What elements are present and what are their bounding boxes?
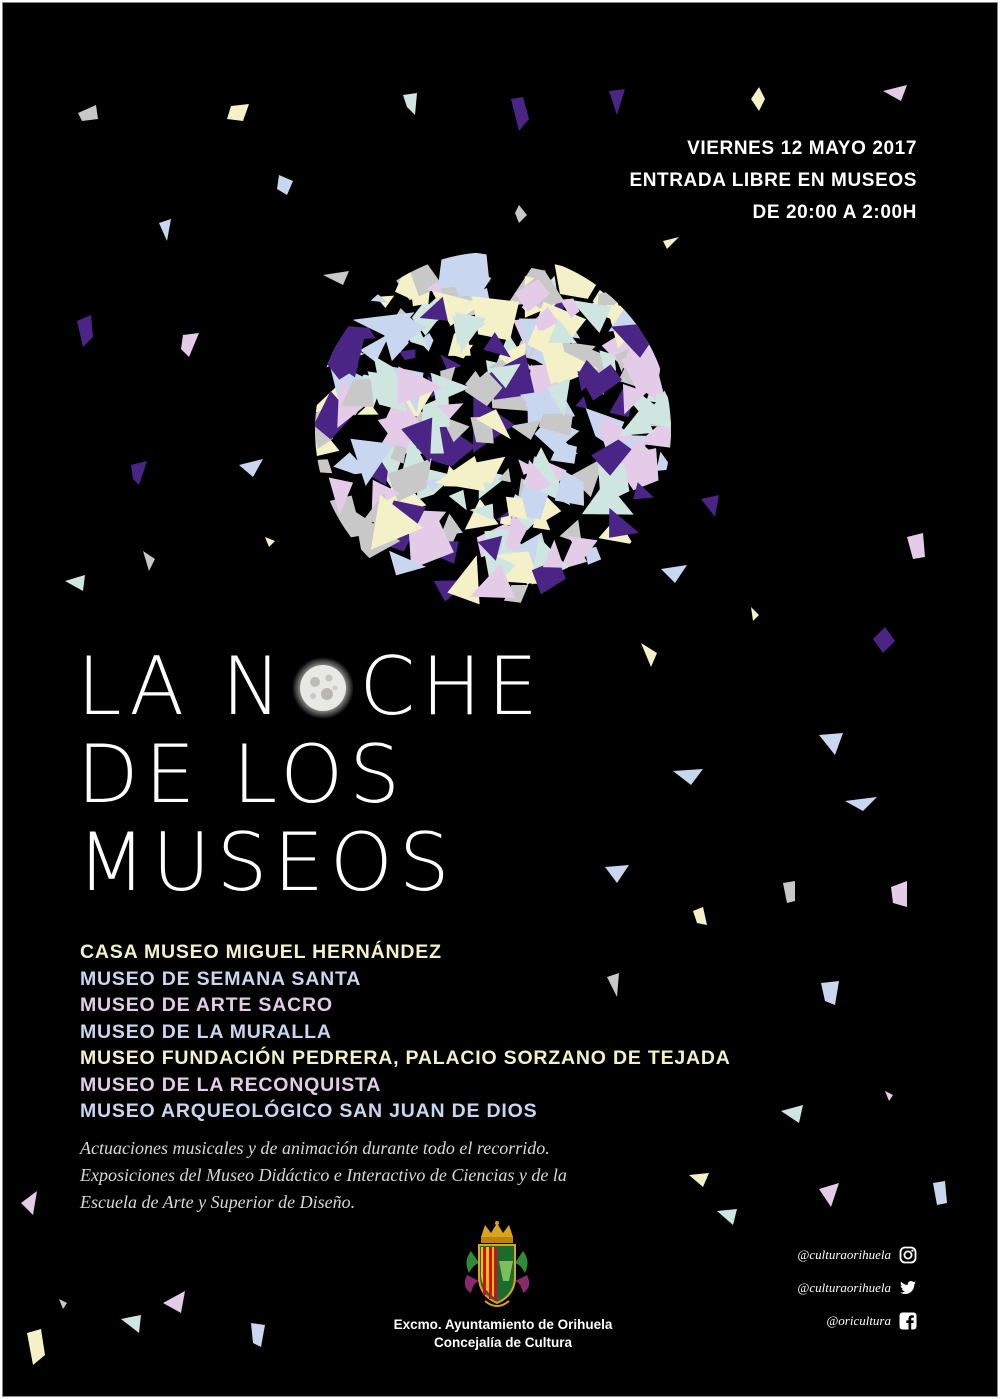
- social-twitter[interactable]: [797, 1278, 917, 1298]
- confetti-piece: [717, 1209, 737, 1225]
- event-date: VIERNES 12 MAYO 2017: [687, 138, 917, 159]
- confetti-piece: [821, 981, 839, 1005]
- moon-shard: [576, 396, 588, 408]
- confetti-piece: [819, 1183, 839, 1207]
- moon-shard: [449, 490, 467, 511]
- organizer: [333, 1316, 673, 1352]
- description-line: Escuela de Arte y Superior de Diseño.: [80, 1192, 356, 1212]
- confetti-piece: [883, 85, 907, 101]
- confetti-piece: [609, 89, 625, 115]
- confetti-piece: [21, 1191, 37, 1215]
- social-facebook[interactable]: [797, 1311, 917, 1331]
- organizer-department: Concejalía de Cultura: [433, 1335, 573, 1350]
- social-links: [797, 1245, 917, 1344]
- coat-of-arms-logo: [459, 1221, 535, 1313]
- confetti-piece: [605, 865, 629, 883]
- confetti-piece: [59, 1299, 67, 1309]
- confetti-piece: [77, 315, 93, 347]
- confetti-piece: [121, 1315, 141, 1333]
- event-info: [629, 133, 917, 229]
- confetti-piece: [751, 87, 765, 111]
- title-line-1: [77, 640, 544, 733]
- confetti-piece: [251, 1323, 265, 1347]
- moon-shard: [656, 452, 673, 472]
- confetti-piece: [265, 537, 275, 547]
- moon-shard: [510, 420, 541, 440]
- confetti-piece: [781, 1105, 803, 1123]
- confetti-piece: [181, 333, 199, 357]
- event-admission: ENTRADA LIBRE EN MUSEOS: [629, 170, 917, 191]
- confetti-piece: [65, 575, 85, 591]
- confetti-piece: [277, 175, 293, 195]
- moon-shard: [399, 349, 415, 360]
- event-hours: DE 20:00 A 2:00H: [752, 202, 917, 223]
- twitter-icon: [899, 1279, 917, 1297]
- museum-item: MUSEO DE ARTE SACRO: [80, 994, 333, 1016]
- confetti-piece: [907, 533, 925, 559]
- instagram-icon: [899, 1246, 917, 1264]
- title-letter-o: [291, 649, 355, 713]
- confetti-piece: [783, 881, 795, 903]
- confetti-piece: [693, 907, 707, 925]
- confetti-piece: [845, 797, 877, 811]
- confetti-piece: [143, 551, 155, 571]
- social-handle: @oricultura: [826, 1313, 891, 1328]
- confetti-piece: [673, 769, 703, 785]
- title-text-la-n: LA N: [77, 640, 288, 733]
- event-title: [77, 640, 544, 909]
- confetti-piece: [885, 1091, 893, 1101]
- confetti-piece: [891, 881, 907, 907]
- confetti-piece: [873, 627, 895, 653]
- facebook-icon: [899, 1312, 917, 1330]
- confetti-piece: [641, 643, 657, 667]
- social-instagram[interactable]: [797, 1245, 917, 1265]
- poster: [2, 2, 998, 1397]
- confetti-piece: [701, 495, 719, 517]
- confetti-piece: [819, 733, 843, 755]
- confetti-piece: [27, 1329, 45, 1365]
- social-handle: @culturaorihuela: [797, 1280, 891, 1295]
- social-handle: @culturaorihuela: [797, 1247, 891, 1262]
- confetti-piece: [403, 93, 417, 115]
- moon-shard: [313, 459, 332, 473]
- confetti-piece: [163, 1291, 185, 1313]
- title-moon-letter: [291, 649, 355, 713]
- confetti-piece: [239, 459, 263, 477]
- confetti-piece: [159, 219, 171, 241]
- fragmented-moon-illustration: [303, 248, 703, 628]
- description-line: Exposiciones del Museo Didáctico e Interactivo de Ciencias y de la: [80, 1165, 567, 1185]
- confetti-piece: [933, 1181, 947, 1205]
- museum-item: MUSEO DE LA MURALLA: [80, 1020, 332, 1043]
- description-line: Actuaciones musicales y de animación durante todo el recorrido.: [80, 1138, 550, 1158]
- event-description: [80, 1135, 700, 1216]
- confetti-piece: [131, 461, 147, 485]
- museum-item: MUSEO DE SEMANA SANTA: [80, 967, 362, 990]
- confetti-piece: [227, 104, 249, 121]
- museum-list: [80, 939, 731, 1125]
- confetti-piece: [751, 607, 759, 621]
- confetti-piece: [78, 105, 98, 121]
- title-line-2: DE LOS: [77, 728, 407, 821]
- museum-item: MUSEO ARQUEOLÓGICO SAN JUAN DE DIOS: [80, 1100, 538, 1122]
- confetti-piece: [511, 97, 529, 131]
- museum-item: MUSEO DE LA RECONQUISTA: [80, 1073, 382, 1096]
- title-line-3: MUSEOS: [77, 816, 456, 909]
- moon-shard: [555, 264, 602, 299]
- confetti-piece: [515, 205, 527, 223]
- title-text-che: CHE: [359, 640, 544, 733]
- organizer-name: Excmo. Ayuntamiento de Orihuela: [393, 1317, 613, 1332]
- museum-item: CASA MUSEO MIGUEL HERNÁNDEZ: [80, 941, 442, 963]
- museum-item: MUSEO FUNDACIÓN PEDRERA, PALACIO SORZANO DE TEJADA: [80, 1047, 731, 1069]
